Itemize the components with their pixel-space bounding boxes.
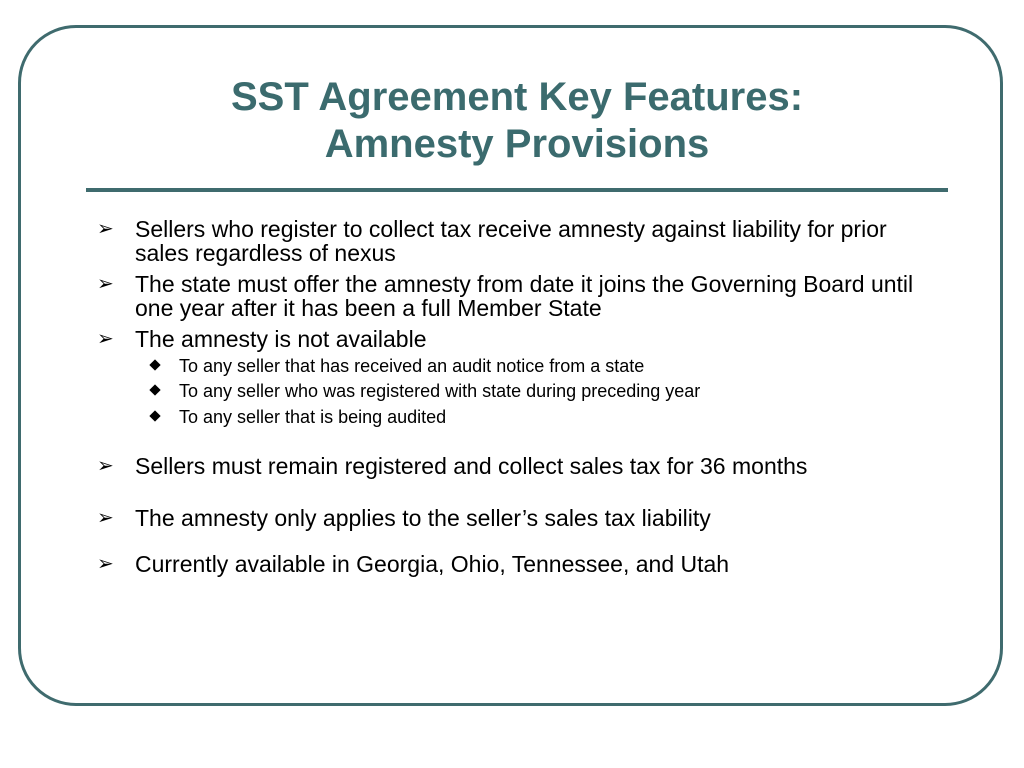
title-divider xyxy=(86,188,948,192)
bullet-item: Currently available in Georgia, Ohio, Tennessee, and Utah xyxy=(135,551,730,577)
sub-bullet-item: To any seller that is being audited xyxy=(179,407,447,427)
slide-title xyxy=(87,74,947,168)
arrowhead-bullet-icon: ➢ xyxy=(97,507,114,529)
arrowhead-bullet-icon: ➢ xyxy=(97,218,114,240)
bullet-item: Sellers must remain registered and collect sales tax for 36 months xyxy=(135,453,808,479)
bullet-item: The amnesty is not available xyxy=(135,326,427,352)
bullet-item: The state must offer the amnesty from date it joins the Governing Board until one year after it has been a full Member State xyxy=(135,271,914,321)
arrowhead-bullet-icon: ➢ xyxy=(97,328,114,350)
bullet-item: The amnesty only applies to the seller’s sales tax liability xyxy=(135,505,711,531)
sub-bullet-item: To any seller that has received an audit notice from a state xyxy=(179,356,645,376)
arrowhead-bullet-icon: ➢ xyxy=(97,273,114,295)
title-line-2: Amnesty Provisions xyxy=(324,122,710,166)
bullet-item: Sellers who register to collect tax receive amnesty against liability for prior sales regardless of nexus xyxy=(135,216,887,266)
title-line-1: SST Agreement Key Features: xyxy=(230,75,804,119)
arrowhead-bullet-icon: ➢ xyxy=(97,553,114,575)
sub-bullet-item: To any seller who was registered with state during preceding year xyxy=(179,381,701,401)
arrowhead-bullet-icon: ➢ xyxy=(97,455,114,477)
